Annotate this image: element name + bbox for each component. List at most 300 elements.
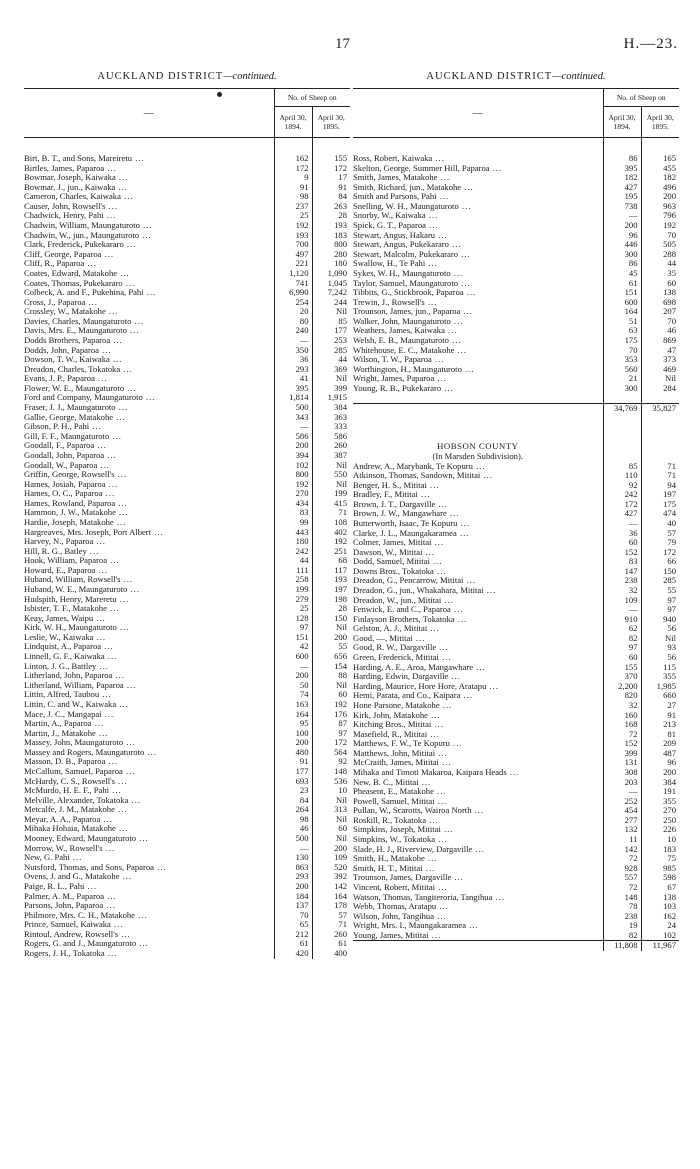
sheep-1894: 131 <box>603 758 641 768</box>
left-column <box>24 66 350 959</box>
owner-name: Dreadon, W., jun., Mititai ... <box>353 595 454 605</box>
owner-name: Massey, John, Maungaturoto ... <box>24 738 136 748</box>
owner-name: Spick, G. T., Paparoa ... <box>353 221 439 231</box>
sheep-1895: 55 <box>312 642 350 652</box>
sheep-1894: 60 <box>603 653 641 663</box>
owner-name: Parsons, John, Paparoa ... <box>24 901 116 911</box>
sheep-1894: 148 <box>603 893 641 903</box>
owner-name: Whitehouse, E. C., Matakohe ... <box>353 345 468 355</box>
sheep-1894: — <box>274 662 312 672</box>
sheep-1894: 200 <box>274 738 312 748</box>
table-row <box>24 240 350 250</box>
table-row <box>353 307 679 317</box>
owner-name: Dowson, T. W., Kaiwaka ... <box>24 355 123 365</box>
sheep-1895: 598 <box>641 873 679 883</box>
owner-name: Prince, Samuel, Kaiwaka ... <box>24 920 124 930</box>
sheep-1894: 264 <box>274 805 312 815</box>
right-table-header <box>353 88 679 138</box>
sheep-1894: 910 <box>603 615 641 625</box>
table-row <box>24 547 350 557</box>
sheep-1895: 138 <box>641 288 679 298</box>
sheep-1894: 61 <box>274 939 312 949</box>
sheep-1895: 496 <box>641 183 679 193</box>
table-row <box>24 623 350 633</box>
sheep-1895: 183 <box>312 231 350 241</box>
sheep-1895: 10 <box>641 835 679 845</box>
table-row <box>24 480 350 490</box>
sheep-1894: 237 <box>274 202 312 212</box>
table-row <box>353 519 679 529</box>
sheep-1894: 164 <box>603 307 641 317</box>
table-row <box>24 211 350 221</box>
sheep-1894: 85 <box>603 462 641 472</box>
sheep-1894: 86 <box>603 259 641 269</box>
sheep-1894: 96 <box>603 231 641 241</box>
sheep-1894: 177 <box>274 767 312 777</box>
owner-name: Paige, R. L., Pahi ... <box>24 881 97 891</box>
owner-name: Howard, E., Paparoa ... <box>24 565 108 575</box>
owner-name: Nutsford, Thomas, and Sons, Paparoa ... <box>24 862 167 872</box>
owner-name: Vincent, Robert, Mititai ... <box>353 882 448 892</box>
table-row <box>24 575 350 585</box>
table-row <box>353 816 679 826</box>
owner-name: Hudspith, Henry, Mareretu ... <box>24 594 130 604</box>
table-row <box>353 825 679 835</box>
sheep-1895: Nil <box>641 634 679 644</box>
sheep-1894: 97 <box>603 643 641 653</box>
owner-name: Wilson, John, Tangihua ... <box>353 911 447 921</box>
sheep-1895: 1,090 <box>312 269 350 279</box>
table-row <box>24 164 350 174</box>
owner-name: Rogers, J. H., Tokatoka ... <box>24 948 118 958</box>
owner-name: Brown, J. T., Dargaville ... <box>353 499 448 509</box>
sheep-1895: 550 <box>312 470 350 480</box>
owner-name: Mace, J. C., Mangapai ... <box>24 709 115 719</box>
sheep-1894: 9 <box>274 173 312 183</box>
header-col-1894: April 30, 1894. <box>279 113 307 131</box>
sheep-1895: 61 <box>312 939 350 949</box>
sheep-1895: 363 <box>312 413 350 423</box>
table-row <box>353 768 679 778</box>
sheep-1895: 180 <box>312 259 350 269</box>
sheep-1895: 392 <box>312 872 350 882</box>
sheep-1895: 66 <box>641 557 679 567</box>
table-row <box>353 384 679 394</box>
sheep-1895: 197 <box>641 490 679 500</box>
owner-name: Hill, R. G., Batley ... <box>24 546 100 556</box>
sheep-1895: 70 <box>641 231 679 241</box>
sheep-1894: 192 <box>274 221 312 231</box>
table-row <box>24 939 350 949</box>
owner-name: Good, —, Mititai ... <box>353 633 426 643</box>
sheep-1894: 200 <box>274 441 312 451</box>
county-heading-row <box>353 442 679 452</box>
sheep-1894: — <box>603 605 641 615</box>
sheep-1894: — <box>603 211 641 221</box>
table-row <box>353 845 679 855</box>
sheep-1895: 154 <box>312 662 350 672</box>
total-1895: 35,827 <box>641 404 679 414</box>
sheep-1895: 963 <box>641 202 679 212</box>
sheep-1894: 128 <box>274 614 312 624</box>
sheep-1895: 71 <box>641 462 679 472</box>
sheep-1894: 300 <box>603 250 641 260</box>
sheep-1895: Nil <box>312 815 350 825</box>
owner-name: Meyar, A. A., Paparoa ... <box>24 814 113 824</box>
table-row <box>353 806 679 816</box>
owner-name: Gill, F. F., Maungaturoto ... <box>24 431 122 441</box>
table-row <box>24 326 350 336</box>
owner-name: Littin, C. and W., Kaiwaka ... <box>24 699 129 709</box>
sheep-1894: 80 <box>274 317 312 327</box>
table-row <box>353 240 679 250</box>
sheep-1894: 92 <box>603 481 641 491</box>
table-row <box>353 691 679 701</box>
sheep-1895: 60 <box>312 690 350 700</box>
sheep-1895: 81 <box>641 730 679 740</box>
table-row <box>353 864 679 874</box>
sheep-1895: 109 <box>312 853 350 863</box>
owner-name: Birt, B. T., and Sons, Mareiretu ... <box>24 154 145 163</box>
table-row <box>353 269 679 279</box>
sheep-1895: 355 <box>641 797 679 807</box>
sheep-1895: 60 <box>312 824 350 834</box>
owner-name: Stewart, Angus, Hakaru ... <box>353 230 448 240</box>
owner-name: Trewin, J., Rowsell's ... <box>353 297 438 307</box>
table-row <box>353 643 679 653</box>
owner-name: Lindquist, A., Paparoa ... <box>24 642 114 652</box>
table-row <box>24 585 350 595</box>
table-row <box>353 471 679 481</box>
sheep-1894: 420 <box>274 949 312 959</box>
owner-name: Martin, J., Matakohe ... <box>24 728 109 738</box>
sheep-1895: 213 <box>641 720 679 730</box>
sheep-1895: 288 <box>641 250 679 260</box>
owner-name: Isbister, T. F., Matakohe ... <box>24 604 120 614</box>
sheep-1895: 564 <box>312 748 350 758</box>
owner-name: Hardie, Joseph, Matakohe ... <box>24 517 127 527</box>
table-row <box>353 634 679 644</box>
owner-name: Masefield, R., Mititai ... <box>353 729 440 739</box>
table-row <box>353 873 679 883</box>
sheep-1895: 656 <box>312 652 350 662</box>
header-group-label: No. of Sheep on <box>274 89 350 107</box>
sheep-1894: 600 <box>274 652 312 662</box>
sheep-1895: 108 <box>312 518 350 528</box>
owner-name: Mihaka and Timoti Makaroa, Kaipara Heads ... <box>353 768 520 777</box>
owner-name: Watson, Thomas, Tangiteroria, Tangihua ... <box>353 892 505 902</box>
sheep-1894: 72 <box>603 730 641 740</box>
owner-name: Harvey, N., Paparoa ... <box>24 537 106 547</box>
table-row <box>353 538 679 548</box>
sheep-1894: 63 <box>603 326 641 336</box>
sheep-1894: 132 <box>603 825 641 835</box>
table-row <box>24 154 350 164</box>
owner-name: Stewart, Angus, Pukekararo ... <box>353 240 462 250</box>
header-dot-mark <box>217 92 222 97</box>
owner-name: Swallow, H., Te Pahi ... <box>353 259 438 269</box>
owner-name: Young, James, Mititai ... <box>353 930 442 940</box>
sheep-1895: 177 <box>312 326 350 336</box>
owner-name: Skelton, George, Summer Hill, Paparoa ... <box>353 163 503 173</box>
total-row <box>353 941 679 951</box>
sheep-1895: 87 <box>312 719 350 729</box>
owner-name: Hargreaves, Mrs. Joseph, Port Albert ... <box>24 527 164 537</box>
sheep-1895: 176 <box>312 710 350 720</box>
sheep-1894: 242 <box>274 547 312 557</box>
sheep-1894: 41 <box>274 374 312 384</box>
continued-label: —continued. <box>223 71 277 82</box>
subdivision-heading: (In Marsden Subdivision). <box>432 451 523 461</box>
owner-name: Clarke, J. L., Maungakaramea ... <box>353 528 470 538</box>
sheep-1894: 46 <box>274 824 312 834</box>
owner-name: Simpkins, Joseph, Mititai ... <box>353 825 454 835</box>
owner-name: Roskill, R., Tokatoka ... <box>353 815 439 825</box>
owner-name: Walker, John, Maungaturoto ... <box>353 316 464 326</box>
owner-name: Pullan, W., Scarotts, Wairoa North ... <box>353 806 485 816</box>
table-row <box>353 529 679 539</box>
sheep-1894: 151 <box>603 288 641 298</box>
owner-name: Huband, William, Rowsell's ... <box>24 575 134 585</box>
sheep-1895: 373 <box>641 355 679 365</box>
owner-name: McHardy, C. S., Rowsell's ... <box>24 776 128 786</box>
sheep-1895: 384 <box>312 403 350 413</box>
sheep-1895: 178 <box>312 901 350 911</box>
table-row <box>353 663 679 673</box>
sheep-1894: 353 <box>603 355 641 365</box>
table-row <box>353 672 679 682</box>
sheep-1894: 200 <box>274 882 312 892</box>
document-reference: H.—23. <box>623 36 678 52</box>
sheep-1895: 469 <box>641 365 679 375</box>
table-row <box>353 183 679 193</box>
table-row <box>24 441 350 451</box>
owner-name: Dreadon, G., Pencarrow, Mititai ... <box>353 576 477 586</box>
sheep-1894: 44 <box>274 556 312 566</box>
sheep-1895: 7,242 <box>312 288 350 298</box>
sheep-1895: 150 <box>312 614 350 624</box>
sheep-1894: 45 <box>603 269 641 279</box>
table-row <box>24 949 350 959</box>
sheep-1894: 99 <box>274 518 312 528</box>
table-row <box>24 614 350 624</box>
sheep-1895: Nil <box>312 834 350 844</box>
table-row <box>353 279 679 289</box>
sheep-1894: 25 <box>274 604 312 614</box>
sheep-1895: 355 <box>641 672 679 682</box>
owner-name: Clark, Frederick, Pukekararo ... <box>24 240 137 250</box>
table-row <box>24 489 350 499</box>
sheep-1894: 82 <box>603 931 641 941</box>
owner-name: Litherland, William, Paparoa ... <box>24 680 137 690</box>
table-row <box>24 250 350 260</box>
sheep-1894: 70 <box>603 346 641 356</box>
table-row <box>353 202 679 212</box>
sheep-1895: Nil <box>312 374 350 384</box>
owner-name: Pheasent, E., Matakohe ... <box>353 787 447 797</box>
table-row <box>24 786 350 796</box>
owner-name: Goodall, W., Paparoa ... <box>24 460 110 470</box>
sheep-1894: 500 <box>274 834 312 844</box>
owner-name: Sykes, W. H., Maungaturoto ... <box>353 268 464 278</box>
owner-name: Weathers, James, Kaiwaka ... <box>353 326 458 336</box>
sheep-1895: 192 <box>312 700 350 710</box>
sheep-1895: 70 <box>641 317 679 327</box>
sheep-1895: 698 <box>641 298 679 308</box>
sheep-1894: 11 <box>603 835 641 845</box>
table-row <box>24 317 350 327</box>
total-1895: 11,967 <box>641 941 679 951</box>
owner-name: Goodall, F., Paparoa ... <box>24 441 107 451</box>
table-row <box>24 336 350 346</box>
owner-name: Coates, Thomas, Pukekararo ... <box>24 278 136 288</box>
sheep-1894: 454 <box>603 806 641 816</box>
blank-row <box>353 423 679 433</box>
owner-name: Wright, James, Paparoa ... <box>353 374 447 384</box>
table-row <box>24 566 350 576</box>
owner-name: Butterworth, Isaac, Te Kopuru ... <box>353 518 471 528</box>
sheep-1894: 600 <box>603 298 641 308</box>
sheep-1894: 343 <box>274 413 312 423</box>
sheep-1895: 200 <box>312 633 350 643</box>
sheep-1894: 20 <box>274 307 312 317</box>
right-column <box>353 66 679 951</box>
owner-name: Hames, Josiah, Paparoa ... <box>24 479 119 489</box>
owner-name: Dawson, W., Mititai ... <box>353 547 436 557</box>
sheep-1894: 586 <box>274 432 312 442</box>
sheep-1894: 192 <box>274 480 312 490</box>
owner-name: Linnell, G. F., Kaiwaka ... <box>24 652 118 662</box>
table-row <box>24 690 350 700</box>
owner-name: Dreadon, Charles, Tokatoka ... <box>24 364 133 374</box>
sheep-1894: 172 <box>274 164 312 174</box>
sheep-1895: 796 <box>641 211 679 221</box>
owner-name: Benger, H. S., Mititai ... <box>353 480 440 490</box>
sheep-1894: 242 <box>603 490 641 500</box>
sheep-1894: 500 <box>274 403 312 413</box>
owner-name: Cameron, Charles, Kaiwaka ... <box>24 192 134 202</box>
owner-name: Ross, Robert, Kaiwaka ... <box>353 154 445 163</box>
sheep-1894: 86 <box>603 154 641 164</box>
table-row <box>24 911 350 921</box>
sheep-1895: 183 <box>641 845 679 855</box>
sheep-1895: 94 <box>641 481 679 491</box>
sheep-1894: 203 <box>603 778 641 788</box>
sheep-1894: 98 <box>274 192 312 202</box>
district-name: AUCKLAND DISTRICT <box>97 71 224 82</box>
sheep-1894: 1,814 <box>274 393 312 403</box>
owner-name: Chadwin, William, Maungaturoto ... <box>24 221 153 231</box>
sheep-1895: 91 <box>641 711 679 721</box>
sheep-1894: — <box>603 519 641 529</box>
sheep-1894: 820 <box>603 691 641 701</box>
sheep-1895: Nil <box>312 480 350 490</box>
owner-name: Gelston, A. J., Mititai ... <box>353 624 440 634</box>
owner-name: Matthews, F. W., Te Kopuru ... <box>353 739 463 749</box>
sheep-1895: 79 <box>641 538 679 548</box>
table-row <box>353 259 679 269</box>
owner-name: Smith, H., Matakohe ... <box>353 854 438 864</box>
sheep-1894: 180 <box>274 537 312 547</box>
owner-name: Goodall, John, Paparoa ... <box>24 450 117 460</box>
sheep-1894: 394 <box>274 451 312 461</box>
owner-name: Good, R. W., Dargaville ... <box>353 643 449 653</box>
sheep-1895: 800 <box>312 240 350 250</box>
owner-name: Coates, Edward, Matakohe ... <box>24 268 130 278</box>
sheep-1894: 700 <box>274 240 312 250</box>
sheep-1894: 193 <box>274 231 312 241</box>
sheep-1895: 84 <box>312 192 350 202</box>
table-row <box>24 710 350 720</box>
sheep-1895: 40 <box>641 519 679 529</box>
owner-name: McCallum, Samuel, Paparoa ... <box>24 767 136 776</box>
table-row <box>353 481 679 491</box>
sheep-1895: 57 <box>641 529 679 539</box>
owner-name: New, G. Pahi ... <box>24 853 83 863</box>
owner-name: Chadwin, W., jun., Maungaturoto ... <box>24 230 152 240</box>
sheep-1894: 254 <box>274 298 312 308</box>
owner-name: Fenwick, E. and C., Paparoa ... <box>353 605 464 615</box>
owner-name: Harding, Maurice, Hore Hore, Aratapu ... <box>353 681 499 691</box>
sheep-1895: 142 <box>312 882 350 892</box>
owner-name: Bowmar, Joseph, Kaiwaka ... <box>24 173 129 183</box>
table-row <box>24 681 350 691</box>
sheep-1894: 293 <box>274 365 312 375</box>
table-row <box>353 605 679 615</box>
sheep-1895: 586 <box>312 432 350 442</box>
table-row <box>24 259 350 269</box>
sheep-1895: 115 <box>641 663 679 673</box>
sheep-1895: 164 <box>312 892 350 902</box>
owner-name: Mihaka Hohaia, Matakohe ... <box>24 824 129 834</box>
sheep-1895: 250 <box>641 816 679 826</box>
sheep-1894: 78 <box>603 902 641 912</box>
owner-name: Brown, J. W., Mangawhare ... <box>353 509 460 519</box>
sheep-1895: 148 <box>312 767 350 777</box>
sheep-1894: 446 <box>603 240 641 250</box>
owner-name: Causer, John, Rowsell's ... <box>24 201 119 211</box>
table-row <box>353 778 679 788</box>
owner-name: Kitching Bros., Mititai ... <box>353 720 444 730</box>
total-row <box>353 404 679 414</box>
owner-name: Dodds Brothers, Paparoa ... <box>24 335 123 345</box>
table-row <box>24 863 350 873</box>
sheep-1895: 192 <box>312 537 350 547</box>
sheep-1895: 197 <box>312 585 350 595</box>
owner-name: Keay, James, Waipu ... <box>24 613 106 623</box>
sheep-1894: 36 <box>274 355 312 365</box>
sheep-1894: 51 <box>603 317 641 327</box>
sheep-1895: Nil <box>312 461 350 471</box>
table-row <box>24 777 350 787</box>
sheep-1894: 50 <box>274 681 312 691</box>
blank-row <box>353 414 679 424</box>
blank-row <box>353 433 679 443</box>
sheep-1894: 97 <box>274 623 312 633</box>
sheep-1895: 285 <box>312 346 350 356</box>
table-row <box>353 192 679 202</box>
table-row <box>24 269 350 279</box>
sheep-1894: 200 <box>603 221 641 231</box>
sheep-1895: 172 <box>641 548 679 558</box>
sheep-1894: 279 <box>274 595 312 605</box>
owner-name: Hone Parsone, Matakohe ... <box>353 700 453 710</box>
owner-name: Powell, Samuel, Mititai ... <box>353 796 448 806</box>
sheep-1895: 138 <box>641 893 679 903</box>
table-row <box>353 221 679 231</box>
owner-name: Metcalfe, J. M., Matakohe ... <box>24 805 128 815</box>
sheep-1895: Nil <box>312 307 350 317</box>
